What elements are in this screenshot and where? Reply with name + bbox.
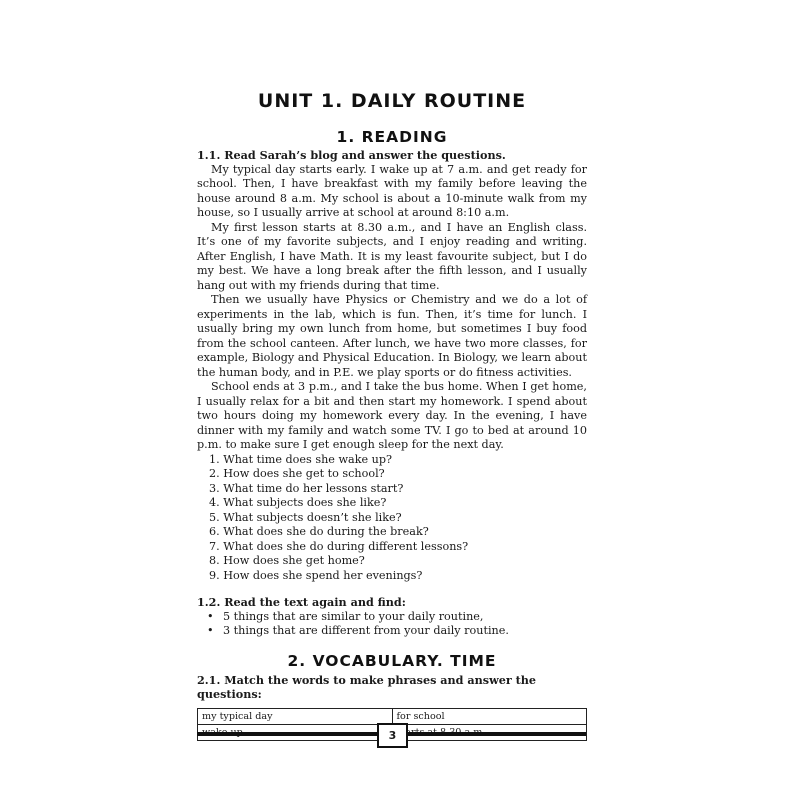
blog-paragraph: School ends at 3 p.m., and I take the bus home. When I get home, I usually relax for a bit and then start my homework. I spend about two hours doing my homework every day. In the evening, I have dinner with my family and watch some TV. I go to bed at around 10 p.m. to make sure I get enough sleep for the next day. [197,380,587,451]
question-item: 7. What does she do during different lessons? [209,539,469,553]
footer-rule-left [197,732,377,736]
task-2-1: 2.1. Match the words to make phrases and answer the questions: [197,672,537,701]
blog-paragraph: Then we usually have Physics or Chemistry and we do a lot of experiments in the lab, which is fun. Then, it’s time for lunch. I usually bring my own lunch from home, but sometimes I buy food from the school canteen. After lunch, we have two more classes, for example, Biology and Physical Education. In Biology, we learn about the human body, and in P.E. we play sports or do fitness activities. [197,293,587,379]
question-item: 4. What subjects does she like? [209,496,387,509]
page-number: 3 [377,723,408,748]
blog-paragraph: My typical day starts early. I wake up at 7 a.m. and get ready for school. Then, I have breakfast with my family before leaving the house around 8 a.m. My school is about a 10-minute walk from my house, so I usually arrive at school at around 8:10 a.m. [197,162,587,219]
question-item: 1. What time does she wake up? [209,452,393,466]
unit-title: UNIT 1. DAILY ROUTINE [257,90,527,112]
question-item: 6. What does she do during the break? [209,525,429,538]
question-item: 5. What subjects doesn’t she like? [209,510,402,524]
table-row [198,708,587,724]
spacer [197,583,587,595]
question-item: 3. What time do her lessons start? [209,481,404,495]
blog-paragraph: My first lesson starts at 8.30 a.m., and I have an English class. It’s one of my favorite subjects, and I enjoy reading and writing. After English, I have Math. It is my least favourite subject, but I do my best. We have a long break after the fifth lesson, and I usually hang out with my friends during that time. [197,220,587,292]
questions-list [197,453,587,584]
find-list [197,610,587,639]
question-item: 2. How does she get to school? [209,467,385,480]
question-item: 8. How does she get home? [209,554,365,567]
document-page [197,84,587,741]
question-item: 9. How does she spend her evenings? [209,568,423,582]
footer-rule-right [408,732,586,736]
section-vocabulary-title: 2. VOCABULARY. TIME [287,651,497,670]
task-1-2: 1.2. Read the text again and find: [197,595,406,609]
task-1-1: 1.1. Read Sarah’s blog and answer the questions. [197,148,506,162]
find-item: • 3 things that are different from your daily routine. [207,624,587,639]
find-item: • 5 things that are similar to your daily routine, [207,610,587,625]
table-cell: my typical day [198,708,393,724]
table-cell: for school [392,708,587,724]
section-reading-title: 1. READING [336,128,448,146]
